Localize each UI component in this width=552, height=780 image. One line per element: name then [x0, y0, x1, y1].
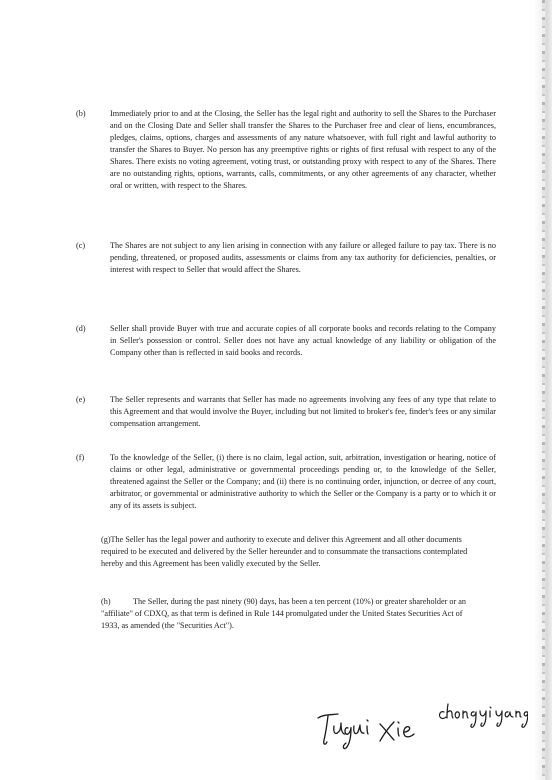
clause-f-label: (f): [76, 453, 85, 462]
clause-c-text: The Shares are not subject to any lien arising in connection with any failure or alleged failure to pay tax. There is no pending, threatened, or proposed audits, assessments or claims from any tax authority for deficiencies, penalties, or interest with respect to Seller that would affect the Shares.: [110, 241, 496, 274]
clause-b-label: (b): [76, 109, 86, 118]
clause-c: [76, 240, 496, 276]
clause-b-text: Immediately prior to and at the Closing, the Seller has the legal right and authority to sell the Shares to the Purchaser and on the Closing Date and Seller shall transfer the Shares to the Purchaser free and clear of liens, encumbrances, pledges, claims, options, charges and assessments of any nature whatsoever, with full right and lawful authority to transfer the Shares to Buyer. No person has any preemptive rights or rights of first refusal with respect to any of the Shares. There exists no voting agreement, voting trust, or outstanding proxy with respect to any of the Shares. There are no outstanding rights, options, warrants, calls, commitments, or any other agreements of any character, whether oral or written, with respect to the Shares.: [110, 109, 496, 190]
clause-h: [101, 596, 479, 632]
clause-g-text: The Seller has the legal power and authority to execute and deliver this Agreement and all other documents required to be executed and delivered by the Seller hereunder and to consummate the transactions contemplated hereby and this Agreement has been validly executed by the Seller.: [101, 535, 468, 568]
clause-e: [76, 394, 496, 430]
clause-d-label: (d): [76, 324, 86, 333]
clause-f: [76, 452, 496, 512]
clause-g-label: (g): [101, 535, 111, 544]
clause-f-text: To the knowledge of the Seller, (i) there is no claim, legal action, suit, arbitration, investigation or hearing, notice of claims or other legal, administrative or governmental proceedings pending or, to the knowledge of the Seller, threatened against the Seller or the Company; and (ii) there is no continuing order, injunction, or decree of any court, arbitrator, or governmental or administrative authority to which the Seller or the Company is a party or to which it or any of its assets is subject.: [110, 453, 496, 510]
clause-h-label: (h): [101, 597, 111, 606]
clause-e-label: (e): [76, 395, 86, 404]
scan-edge-shadow: [534, 0, 552, 780]
clause-d: [76, 323, 496, 359]
clause-b: [76, 108, 496, 192]
clause-h-text: The Seller, during the past ninety (90) days, has been a ten percent (10%) or greater shareholder or an "affiliate" of CDXQ, as that term is defined in Rule 144 promulgated under the United States Securities Act of 1933, as amended (the "Securities Act").: [101, 597, 466, 630]
signature-left: [314, 708, 430, 750]
clause-c-label: (c): [76, 241, 86, 250]
clause-g: [101, 534, 479, 570]
clause-e-text: The Seller represents and warrants that Seller has made no agreements involving any fees of any type that relate to this Agreement and that would involve the Buyer, including but not limited to broker's fee, finder's fees or any similar compensation arrangement.: [110, 395, 496, 428]
clause-d-text: Seller shall provide Buyer with true and accurate copies of all corporate books and records relating to the Company in Seller's possession or control. Seller does not have any actual knowledge of any liability or obligation of the Company other than is reflected in said books and records.: [110, 324, 496, 357]
signature-right: [436, 700, 528, 734]
